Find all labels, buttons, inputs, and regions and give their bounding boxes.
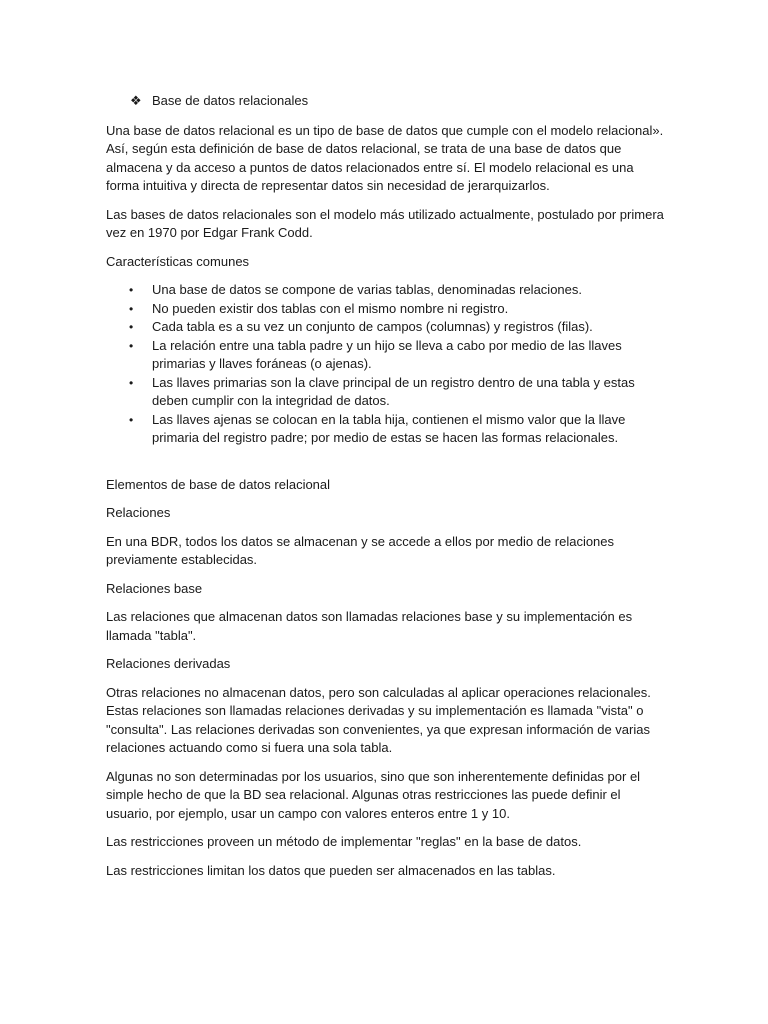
list-item-text: No pueden existir dos tablas con el mismo nombre ni registro. xyxy=(152,300,509,316)
derived-relations-paragraph: Otras relaciones no almacenan datos, pero son calculadas al aplicar operaciones relacionales. Estas relaciones son llamadas relaciones derivadas y su implementación es llamada "vista" o "consulta". Las relaciones derivadas son convenientes, ya que expresan información de varias relaciones actuando como si fuera una sola tabla. xyxy=(106,684,651,755)
bullet-icon: • xyxy=(129,320,134,334)
list-item-text: Cada tabla es a su vez un conjunto de campos (columnas) y registros (filas). xyxy=(152,319,593,334)
base-relations-paragraph: Las relaciones que almacenan datos son llamadas relaciones base y su implementación es llamada "tabla". xyxy=(106,609,633,643)
intro-paragraph-2: Las bases de datos relacionales son el modelo más utilizado actualmente, postulado por primera vez en 1970 por Edgar Frank Codd. xyxy=(106,206,664,240)
list-item xyxy=(106,318,668,337)
intro-paragraph-1: Una base de datos relacional es un tipo de base de datos que cumple con el modelo relacional». Así, según esta definición de base de datos relacional, se trata de una base de datos que almacena y da acceso a puntos de datos relacionados entre sí. El modelo relacional es una forma intuitiva y directa de representar datos sin necesidad de jerarquizarlos. xyxy=(106,122,664,193)
list-item-text: Las llaves ajenas se colocan en la tabla hija, contienen el mismo valor que la llave primaria del registro padre; por medio de estas se hacen las formas relacionales. xyxy=(152,411,626,445)
list-item xyxy=(106,281,668,300)
section-heading xyxy=(130,92,668,111)
list-item-text: Una base de datos se compone de varias tablas, denominadas relaciones. xyxy=(152,282,582,297)
blank-line xyxy=(106,458,668,476)
bullet-icon: • xyxy=(129,338,134,353)
list-item-text: Las llaves primarias son la clave principal de un registro dentro de una tabla y estas deben cumplir con la integridad de datos. xyxy=(152,374,635,408)
bullet-icon: • xyxy=(129,375,134,390)
list-item xyxy=(106,374,668,411)
derived-relations-title: Relaciones derivadas xyxy=(106,656,231,671)
list-item xyxy=(106,411,668,448)
features-list xyxy=(106,281,668,448)
constraints-paragraph-1: Las restricciones proveen un método de implementar "reglas" en la base de datos. xyxy=(106,834,582,849)
bullet-icon: • xyxy=(129,301,134,316)
base-relations-title: Relaciones base xyxy=(106,580,203,596)
bullet-icon: • xyxy=(129,283,134,297)
bullet-icon: • xyxy=(129,412,134,427)
constraints-intro-paragraph: Algunas no son determinadas por los usuarios, sino que son inherentemente definidas por el simple hecho de que la BD sea relacional. Algunas otras restricciones las puede definir el usuario, por ejemplo, usar un campo con valores enteros entre 1 y 10. xyxy=(106,768,641,821)
elements-title: Elementos de base de datos relacional xyxy=(106,476,331,492)
list-item-text: La relación entre una tabla padre y un hijo se lleva a cabo por medio de las llaves primarias y llaves foráneas (o ajenas). xyxy=(152,337,622,371)
diamond-bullet-icon: ❖ xyxy=(130,93,142,108)
relations-title: Relaciones xyxy=(106,505,171,520)
constraints-paragraph-2: Las restricciones limitan los datos que pueden ser almacenados en las tablas. xyxy=(106,862,556,878)
list-item xyxy=(106,300,668,319)
section-heading-text: Base de datos relacionales xyxy=(152,93,309,108)
features-title: Características comunes xyxy=(106,253,250,269)
relations-paragraph: En una BDR, todos los datos se almacenan y se accede a ellos por medio de relaciones previamente establecidas. xyxy=(106,533,615,567)
list-item xyxy=(106,337,668,374)
